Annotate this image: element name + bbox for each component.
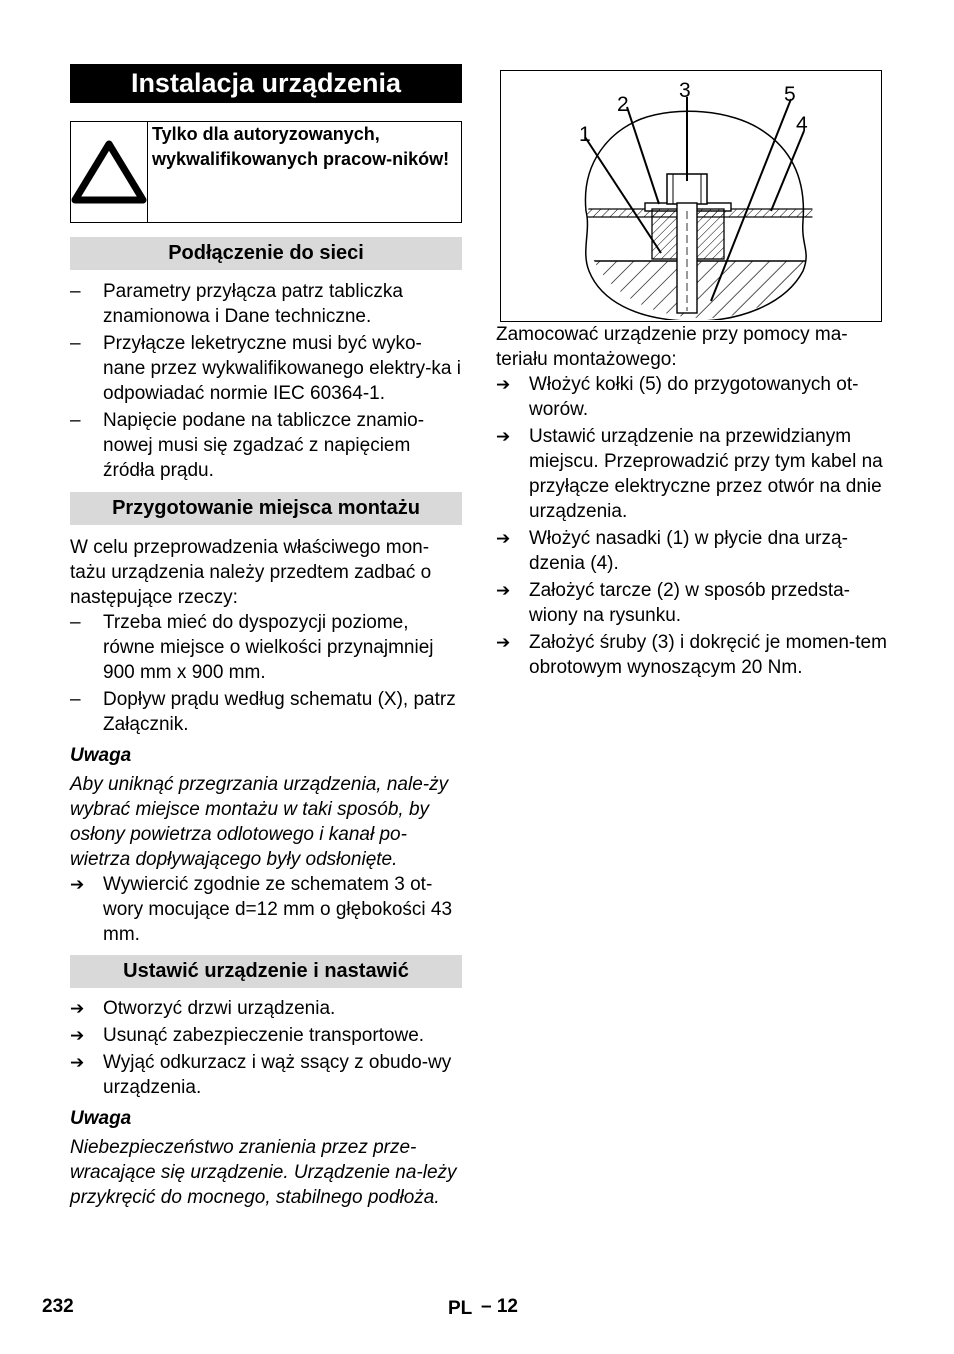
section-heading-power: Podłączenie do sieci — [70, 237, 462, 270]
step-item: ➔ Otworzyć drzwi urządzenia. — [70, 996, 462, 1021]
step-item: ➔ Wyjąć odkurzacz i wąż ssący z obudo-wy urządzenia. — [70, 1050, 462, 1100]
figure-label-5: 5 — [784, 83, 796, 106]
step-item: ➔ Usunąć zabezpieczenie transportowe. — [70, 1023, 462, 1048]
step-item: ➔ Wywiercić zgodnie ze schematem 3 ot-wory mocujące d=12 mm o głębokości 43 mm. — [70, 872, 462, 947]
section-heading-setup: Ustawić urządzenie i nastawić — [70, 955, 462, 988]
figure-label-2: 2 — [617, 93, 629, 116]
list-item: – Napięcie podane na tabliczce znamio-nowej musi się zgadzać z napięciem źródła prądu. — [70, 408, 462, 483]
warning-triangle-icon — [71, 139, 147, 205]
warning-text: Tylko dla autoryzowanych, wykwalifikowanych pracow-ników! — [152, 124, 450, 169]
step-item: ➔ Włożyć kołki (5) do przygotowanych ot-worów. — [496, 372, 888, 422]
page-title: Instalacja urządzenia — [70, 64, 462, 103]
note-text: Niebezpieczeństwo zranienia przez prze-wracające się urządzenie. Urządzenie na-leży przykręcić do mocnego, stabilnego podłoża. — [70, 1137, 457, 1208]
site-steps — [70, 872, 462, 947]
power-list — [70, 279, 462, 483]
step-item: ➔ Włożyć nasadki (1) w płycie dna urzą-dzenia (4). — [496, 526, 888, 576]
section-heading-site: Przygotowanie miejsca montażu — [70, 492, 462, 525]
note-heading: Uwaga — [70, 745, 132, 766]
figure-label-3: 3 — [679, 79, 691, 102]
page-number: 232 — [42, 1296, 74, 1317]
warning-box — [70, 121, 462, 223]
mounting-figure — [500, 70, 882, 322]
mounting-diagram — [501, 71, 880, 320]
site-intro: W celu przeprowadzenia właściwego mon-tażu urządzenia należy przedtem zadbać o następujące rzeczy: — [70, 537, 432, 608]
language-code: PL — [448, 1298, 473, 1319]
list-item: – Przyłącze leketryczne musi być wyko-nane przez wykwalifikowanego elektry-ka i odpowiadać normie IEC 60364-1. — [70, 331, 462, 406]
list-item: – Trzeba mieć do dyspozycji poziome, równe miejsce o wielkości przynajmniej 900 mm x 900 mm. — [70, 610, 462, 685]
setup-steps — [70, 996, 462, 1100]
sub-page-number: – 12 — [481, 1296, 518, 1317]
right-column — [496, 70, 888, 682]
warning-icon-cell — [71, 122, 148, 222]
list-item: – Dopływ prądu według schematu (X), patrz Załącznik. — [70, 687, 462, 737]
figure-label-4: 4 — [796, 113, 808, 136]
figure-label-1: 1 — [579, 123, 591, 146]
step-item: ➔ Założyć śruby (3) i dokręcić je momen-tem obrotowym wynoszącym 20 Nm. — [496, 630, 888, 680]
site-list — [70, 610, 462, 737]
note-heading: Uwaga — [70, 1108, 132, 1129]
mounting-intro: Zamocować urządzenie przy pomocy ma-teriału montażowego: — [496, 324, 848, 370]
mounting-instructions — [496, 322, 888, 680]
mounting-steps — [496, 372, 888, 680]
list-item: – Parametry przyłącza patrz tabliczka znamionowa i Dane techniczne. — [70, 279, 462, 329]
left-column — [70, 64, 462, 1210]
note-text: Aby uniknąć przegrzania urządzenia, nale-ży wybrać miejsce montażu w taki sposób, by osłony powietrza odlotowego i kanał po-wietrza dopływającego były odsłonięte. — [70, 774, 449, 870]
step-item: ➔ Ustawić urządzenie na przewidzianym miejscu. Przeprowadzić przy tym kabel na przyłącze elektryczne przez otwór na dnie urządzenia. — [496, 424, 888, 524]
step-item: ➔ Założyć tarcze (2) w sposób przedsta-wiony na rysunku. — [496, 578, 888, 628]
